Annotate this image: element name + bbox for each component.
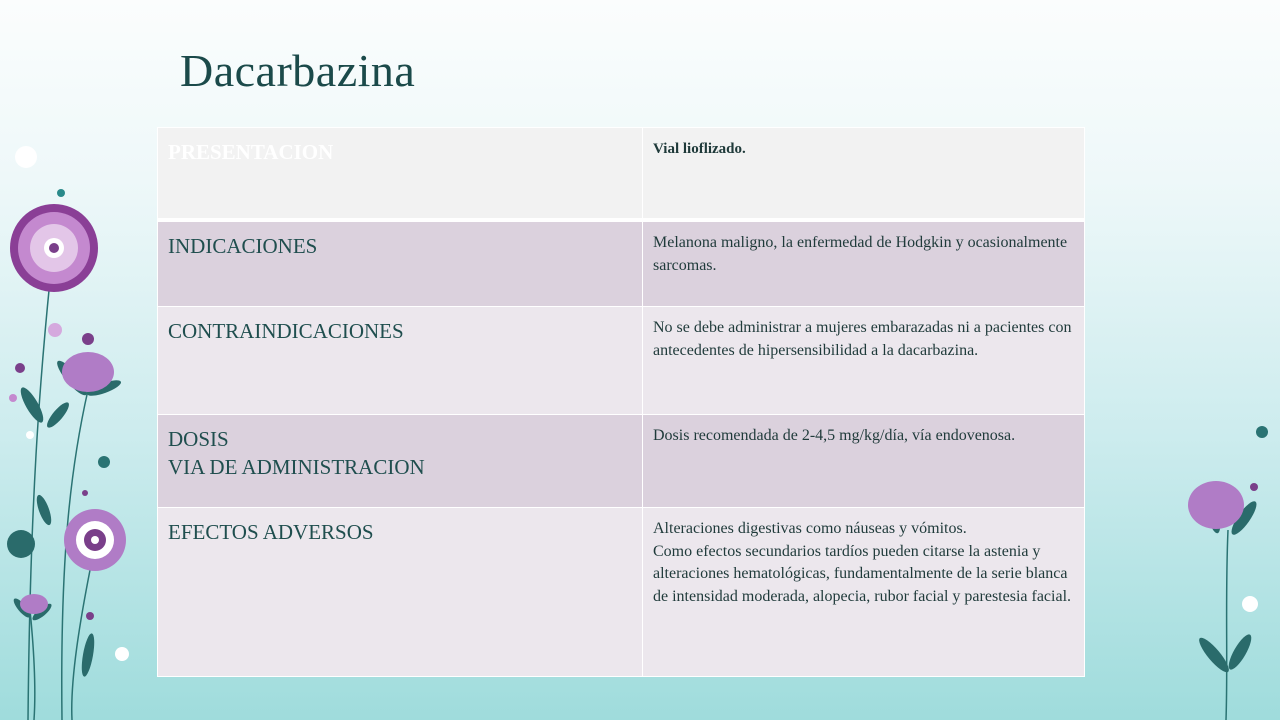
row-value-presentacion: Vial lioflizado. [643,128,1085,221]
row-label-dosis-line: DOSIS [168,427,229,451]
row-label-efectos-adversos: EFECTOS ADVERSOS [158,508,643,677]
row-label-contraindicaciones: CONTRAINDICACIONES [158,307,643,415]
efectos-line-1: Alteraciones digestivas como náuseas y vómitos. [653,520,967,537]
efectos-line-2: Como efectos secundarios tardíos pueden citarse la astenia y alteraciones hematológicas, fundamentalmente de la serie blanca de intensidad moderada, alopecia, rubor facial y parestesia facial. [653,542,1072,605]
flower-ring-icon [64,509,126,571]
row-label-dosis [158,415,643,508]
drug-info-table [157,127,1085,677]
row-value-dosis: Dosis recomendada de 2-4,5 mg/kg/día, vía endovenosa. [643,415,1085,508]
row-value-indicaciones: Melanona maligno, la enfermedad de Hodgkin y ocasionalmente sarcomas. [643,220,1085,307]
table-row [158,415,1085,508]
flower-large-icon [10,204,98,292]
table-row [158,307,1085,415]
table-row [158,128,1085,221]
row-label-via-line: VIA DE ADMINISTRACION [168,455,425,479]
row-label-indicaciones: INDICACIONES [158,220,643,307]
slide-title: Dacarbazina [180,45,416,96]
table-row [158,508,1085,677]
row-value-contraindicaciones: No se debe administrar a mujeres embarazadas ni a pacientes con antecedentes de hipersensibilidad a la dacarbazina. [643,307,1085,415]
row-value-efectos-adversos [643,508,1085,677]
table-row [158,220,1085,307]
row-label-presentacion: PRESENTACION [158,128,643,221]
